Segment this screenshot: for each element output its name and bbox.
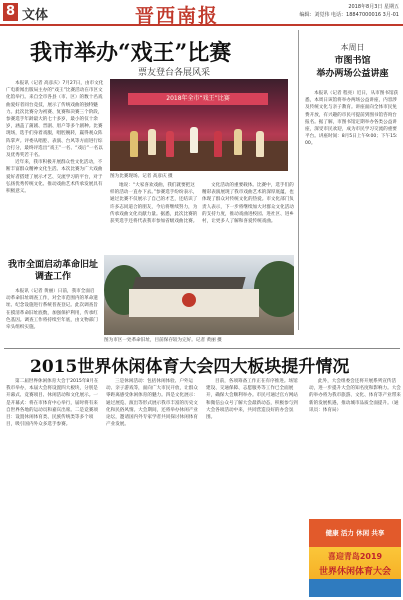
lead-col3	[110, 182, 198, 252]
lead-col3-text: 地说：“大家喜欢戏曲，我们就要把这样的活动一直办下去。”参赛选手纷纷表示，通过比赛不仅展示了自己的才艺，还结识了许多志同道合的朋友，今后将继续努力，为传承戏曲文化贡献力量。据悉，此次比赛的获奖选手还将代表我市参加省级戏曲比赛。	[110, 183, 198, 225]
second-photo	[104, 255, 294, 335]
ad-line2: 世界休闲体育大会	[318, 567, 391, 577]
performer-figure	[214, 131, 222, 157]
ad-line1: 喜迎青岛2019	[327, 552, 383, 561]
sidebar-subtitle: 举办两场公益讲座	[316, 69, 389, 79]
feature-col2	[106, 378, 202, 596]
column-divider	[298, 30, 299, 330]
sidebar-body-text: 本报讯（记者 程亮）近日，从市图书馆获悉，本周日该馆将举办两场公益讲座，内容涉及传统文化与亲子教育。讲座面向全体市民免费开放，有兴趣的市民可提前到图书馆咨询台报名。据了解，市图书馆定期举办各类公益讲座，深受市民欢迎，成为市民学习交流的重要平台。讲座时间：8月5日上午9:00；下午15:00。	[305, 91, 399, 147]
feature-col2-text: 三是休闲活动：包括休闲体验、户外运动、亲子游戏等，面向广大市民开放，让群众零距离感受休闲体育的魅力。四是文化展示：通过展览、演出等形式展示我市丰富的历史文化和民俗风情。大会期间，还将举办休闲产业论坛，邀请国内外专家学者共同探讨休闲体育产业发展。	[106, 379, 198, 428]
lead-body-left: 本报讯（记者 高彦庆）7月27日，由市文化广电新闻出版局主办的“戏王”比赛活动在市区文化馆举行。来自全市各县（市、区）的数十名戏曲爱好者同台竞技，展示了传统戏曲的独特魅力。此次比赛分为初赛、复赛和决赛三个阶段，参赛选手年龄最大的七十多岁，最小的仅十余岁，涵盖了蒲剧、晋剧、眉户等多个剧种。比赛现场，选手们身着戏服，唱腔婉转，赢得观众阵阵掌声。评委从唱腔、表演、台风等方面进行综合打分，最终评选出“戏王”一名、“戏后”一名以及优秀奖若干名。	[6, 81, 104, 159]
feature-col3-text: 目前，各项筹备工作正在有序推进。场馆建设、交通保障、志愿服务等工作已全面展开，确保大会顺利举办。市民可通过官方网站和微信公众号了解大会最新动态，积极参与到大会各项活动中来，共同营造良好的办会氛围。	[206, 379, 298, 421]
sidebar-kicker: 本周日	[340, 43, 365, 52]
performer-figure	[234, 129, 242, 155]
feature-col4-text: 此外，大会组委会还将开展系列宣传活动，进一步提升大会的知名度和影响力。大会的举办将为我市旅游、文化、体育等产业带来新的发展机遇，推动城市品质全面提升。（通讯员：体育局）	[309, 379, 401, 413]
sidebar-title: 市图书馆	[334, 56, 371, 66]
lead-photo	[110, 79, 288, 171]
feature-col3	[206, 378, 302, 596]
lead-photo-caption: 图为比赛现场。记者 高彦庆 摄	[110, 174, 173, 179]
masthead-meta	[269, 3, 399, 19]
performer-figure	[148, 129, 156, 155]
feature-col1-text: 第二届世界休闲体育大会于2015年8月在我市举办，本届大会将设置四大板块，分别是开幕式、竞赛项目、休闲活动和文化展示。一是开幕式：将在市体育中心举行，届时将有来自世界各地的运动员和嘉宾出席。二是竞赛项目：设置休闲体育类、民族传统类等多个项目，吸引国内外众多选手参赛。	[6, 379, 99, 428]
section-label: 文体	[22, 8, 49, 23]
sidebar-headline	[305, 42, 400, 79]
lead-body-right: 近年来，我市积极开展群众性文化活动，不断丰富群众精神文化生活。本次比赛为广大戏曲爱好者搭建了展示才艺、交流学习的平台，对于弘扬优秀传统文化、推动戏曲艺术传承发展具有积极意义。	[6, 160, 103, 195]
second-body-text: 本报讯（记者 黄丽）日前，我市全面启动革命旧址调查工作，对全市范围内的革命遗址、纪念设施进行系统普查登记。此次调查旨在摸清革命旧址底数，加强保护利用，传承红色基因。调查工作将持续至年底，由文物部门牵头组织实施。	[6, 289, 98, 331]
section-rule	[4, 348, 400, 349]
performer-figure	[256, 131, 264, 157]
sidebar-body	[305, 90, 400, 345]
page-number: 8	[3, 3, 18, 21]
lead-col4-text: 文化活动的重要载体。比赛中，选手们的精彩表演展现了我市戏曲艺术的深厚底蕴，也体现了群众对传统文化的热爱。市文化部门负责人表示，下一步将继续加大对群众文化活动的支持力度，推动戏曲进校园、进社区、进乡村，让更多人了解和喜爱传统戏曲。	[202, 183, 294, 225]
emblem-icon	[182, 293, 196, 307]
second-headline: 我市全面启动革命旧址调查工作	[8, 260, 99, 282]
building-roof	[132, 277, 245, 289]
performer-figure	[166, 131, 174, 157]
lead-subhead: 票友登台各展风采	[138, 68, 211, 78]
performer-figure	[130, 131, 138, 157]
paper-name: 晋西南报	[135, 5, 220, 27]
event-advertisement	[309, 519, 401, 597]
lead-headline: 我市举办“戏王”比赛	[30, 40, 232, 66]
feature-headline: 2015世界休闲体育大会四大板块提升情况	[30, 357, 350, 377]
editor-line: 编辑：刘觉伟 电话：18847000016 3月-01	[299, 12, 399, 18]
feature-col1	[6, 378, 102, 596]
photo-banner: 2018年全市“戏王”比赛	[128, 93, 268, 105]
performer-figure	[190, 127, 198, 153]
second-body	[6, 288, 98, 346]
second-photo-caption: 图为市区一处革命旧址，目前保存较为完好。记者 黄丽 摄	[104, 338, 222, 343]
ad-slogan: 健康 活力 休闲 共享	[309, 519, 401, 547]
ad-bottom-bar	[309, 579, 401, 597]
tree	[254, 261, 294, 317]
masthead	[0, 0, 403, 26]
lead-col4	[202, 182, 294, 252]
feature-col4	[309, 378, 401, 516]
date-line: 2018年8月3日 星期五	[348, 4, 399, 10]
